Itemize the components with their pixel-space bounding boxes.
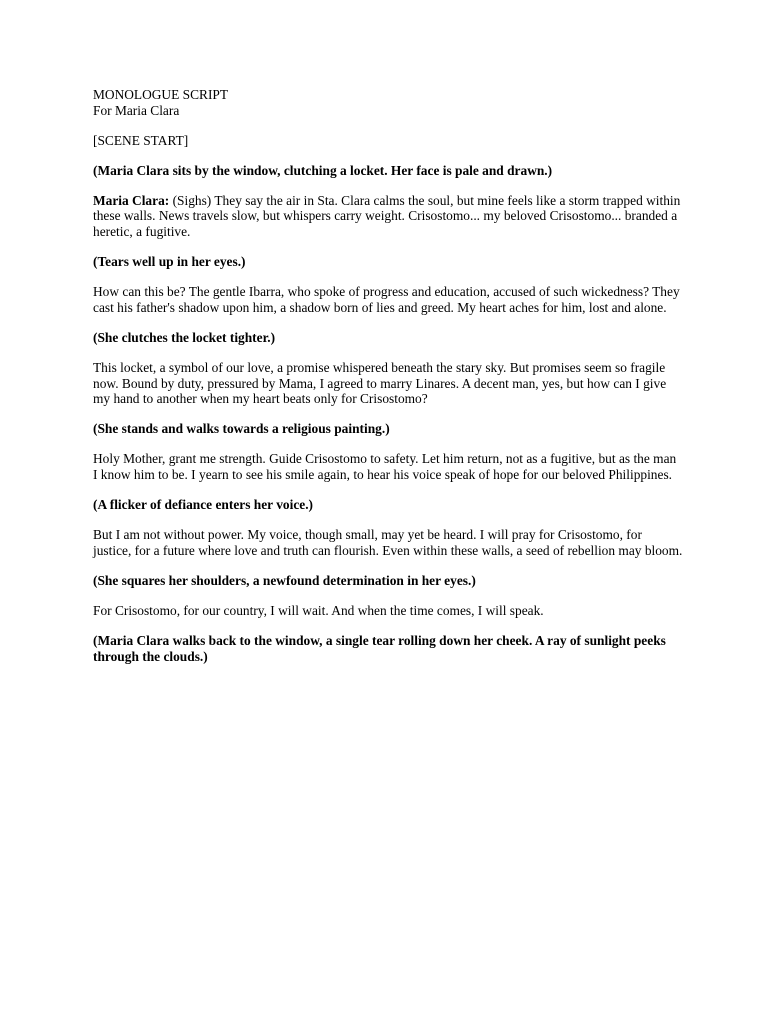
stage-direction: (She clutches the locket tighter.) bbox=[93, 329, 276, 345]
stage-direction: (Maria Clara walks back to the window, a single tear rolling down her cheek. A ray of sunlight peeks through the clouds.) bbox=[93, 633, 666, 664]
speech-paragraph bbox=[93, 193, 683, 240]
monologue-paragraph: But I am not without power. My voice, though small, may yet be heard. I will pray for Crisostomo, for justice, for a future where love and truth can flourish. Even within these walls, a seed of rebellion may bloom. bbox=[93, 527, 683, 558]
monologue-paragraph: This locket, a symbol of our love, a promise whispered beneath the stary sky. But promises seem so fragile now. Bound by duty, pressured by Mama, I agreed to marry Linares. A decent man, yes, but how can I give my hand to another when my heart beats only for Crisostomo? bbox=[93, 360, 667, 407]
monologue-paragraph: For Crisostomo, for our country, I will wait. And when the time comes, I will speak. bbox=[93, 602, 544, 618]
monologue-paragraph: Holy Mother, grant me strength. Guide Crisostomo to safety. Let him return, not as a fugitive, but as the man I know him to be. I yearn to see his smile again, to hear his voice speak of hope for our beloved Philippines. bbox=[93, 451, 677, 482]
stage-direction: (Maria Clara sits by the window, clutching a locket. Her face is pale and drawn.) bbox=[93, 162, 553, 178]
script-title: MONOLOGUE SCRIPT bbox=[93, 87, 229, 102]
speaker-label: Maria Clara: bbox=[93, 192, 170, 208]
stage-direction: (She squares her shoulders, a newfound determination in her eyes.) bbox=[93, 572, 476, 588]
script-subtitle: For Maria Clara bbox=[93, 102, 180, 118]
stage-direction: (Tears well up in her eyes.) bbox=[93, 254, 246, 270]
scene-start-marker: [SCENE START] bbox=[93, 132, 189, 148]
stage-direction: (She stands and walks towards a religious painting.) bbox=[93, 421, 390, 437]
document-page bbox=[93, 87, 683, 664]
monologue-paragraph: How can this be? The gentle Ibarra, who spoke of progress and education, accused of such wickedness? They cast his father's shadow upon him, a shadow born of lies and greed. My heart aches for him, lost and alone. bbox=[93, 284, 680, 315]
stage-direction: (A flicker of defiance enters her voice.) bbox=[93, 497, 314, 513]
speech-text: (Sighs) They say the air in Sta. Clara calms the soul, but mine feels like a storm trapped within these walls. News travels slow, but whispers carry weight. Crisostomo... my beloved Crisostomo... branded a heretic, a fugitive. bbox=[93, 192, 681, 240]
